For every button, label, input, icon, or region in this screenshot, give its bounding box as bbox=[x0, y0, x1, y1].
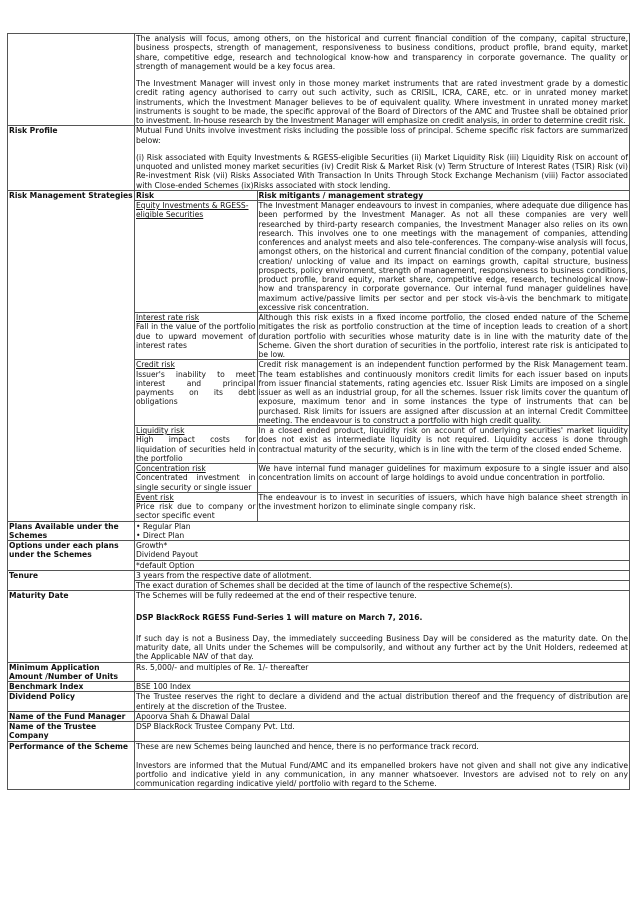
row-label: Tenure bbox=[8, 570, 135, 591]
table-row-options bbox=[8, 541, 630, 571]
column-header-mitigants: Risk mitigants / management strategy bbox=[257, 191, 629, 201]
option-item: Dividend Payout bbox=[136, 550, 198, 560]
risk-name: Equity Investments & RGESS-eligible Securities bbox=[136, 201, 249, 220]
strategy-paragraph: The analysis will focus, among others, on the historical and current financial condition of the company, capital structure, business prospects, strength of management, responsiveness to business conditions, product profile, brand equity, market share, competitive edge, research and technological know-how and transparency in corporate governance. The quality or strength of management would be a key focus area. bbox=[136, 34, 628, 71]
table-row-tenure bbox=[8, 570, 630, 591]
row-label-empty bbox=[8, 34, 135, 126]
maturity-date-statement: DSP BlackRock RGESS Fund-Series 1 will mature on March 7, 2016. bbox=[136, 612, 423, 622]
risk-profile-cell bbox=[135, 126, 630, 191]
table-row-plans bbox=[8, 521, 630, 541]
table-row-benchmark bbox=[8, 682, 630, 692]
row-label: Risk Profile bbox=[8, 126, 135, 191]
row-label: Benchmark Index bbox=[8, 682, 135, 692]
risk-row bbox=[135, 313, 629, 360]
row-label: Risk Management Strategies bbox=[8, 190, 135, 521]
risk-profile-paragraph: (i) Risk associated with Equity Investments & RGESS-eligible Securities (ii) Market Liquidity Risk (iii) Liquidity Risk on account of unquoted and unlisted money market securities (iv) Credit Risk & Market Risk (v) Term Structure of Interest Rates (TSIR) Risk (vi) Re-investment Risk (vii) Risks Associated With Transaction In Units Through Stock Exchange Mechanism (viii) Factor associated with Close-ended Schemes (ix)Risks associated with stock lending. bbox=[136, 152, 628, 190]
table-row-risk-profile bbox=[8, 126, 630, 191]
table-row-maturity bbox=[8, 591, 630, 662]
risk-mitigant: In a closed ended product, liquidity risk on account of underlying securities' market liquidity does not exist as intermediate liquidity is not required. Liquidity access is done through contractual maturity of the security, which is in line with the term of the closed ended Scheme. bbox=[257, 426, 629, 464]
row-label: Options under each plans under the Schemes bbox=[8, 541, 135, 571]
risk-profile-paragraph: Mutual Fund Units involve investment risks including the possible loss of principal. Scheme specific risk factors are summarized below: bbox=[136, 126, 628, 145]
risk-row bbox=[135, 426, 629, 464]
risk-description: Fall in the value of the portfolio due to upward movement of interest rates bbox=[136, 322, 256, 350]
row-label: Performance of the Scheme bbox=[8, 741, 135, 789]
dividend-value: The Trustee reserves the right to declare a dividend and the actual distribution thereof and the frequency of distribution are entirely at the discretion of the Trustee. bbox=[136, 692, 628, 711]
risk-name: Liquidity risk bbox=[136, 426, 185, 435]
risk-name-cell bbox=[135, 492, 257, 520]
risk-mitigant: The endeavour is to invest in securities of issuers, which have high balance sheet strength in the investment horizon to eliminate single company risk. bbox=[258, 492, 628, 511]
performance-paragraph: Investors are informed that the Mutual Fund/AMC and its empanelled brokers have not given and shall not give any indicative portfolio and indicative yield in any communication, in any manner whatsoever. Investors are advised not to rely on any communication regarding indicative yield/ portfolio with regard to the Scheme. bbox=[136, 760, 628, 789]
risk-name: Event risk bbox=[136, 492, 174, 502]
maturity-paragraph: If such day is not a Business Day, the immediately succeeding Business Day will be considered as the maturity date. On the maturity date, all Units under the Schemes will be compulsorily, and without any further act by the Unit Holders, redeemed at the Applicable NAV of that day. bbox=[136, 633, 628, 662]
row-label: Name of the Trustee Company bbox=[8, 722, 135, 742]
min-application-value: Rs. 5,000/- and multiples of Re. 1/- thereafter bbox=[135, 662, 630, 682]
risk-mitigant: Although this risk exists in a fixed income portfolio, the closed ended nature of the Scheme mitigates the risk as portfolio construction at the time of inception leads to creation of a short duration portfolio with securities whose maturity date is in line with the maturity date of the Scheme. Given the short duration of securities in the portfolio, interest rate risk is anticipated to be low. bbox=[258, 313, 628, 359]
plans-cell bbox=[135, 521, 630, 541]
row-label: Dividend Policy bbox=[8, 692, 135, 712]
row-label: Maturity Date bbox=[8, 591, 135, 662]
risk-name-cell bbox=[135, 360, 257, 426]
risk-description: Concentrated investment in single security or single issuer bbox=[136, 473, 256, 492]
scheme-details-table bbox=[7, 33, 630, 790]
table-row-investment-strategy bbox=[8, 34, 630, 126]
risk-description: Price risk due to company or sector specific event bbox=[136, 502, 256, 521]
tenure-text: 3 years from the respective date of allotment. bbox=[136, 570, 312, 580]
risk-description: Issuer's inability to meet interest and principal payments on its debt obligations bbox=[136, 369, 256, 407]
plan-item: • Regular Plan bbox=[136, 521, 191, 531]
risk-name-cell bbox=[135, 464, 257, 493]
options-cell bbox=[135, 541, 630, 571]
risk-row bbox=[135, 492, 629, 520]
risk-row bbox=[135, 201, 629, 313]
risk-row bbox=[135, 360, 629, 426]
plan-item: • Direct Plan bbox=[136, 530, 185, 540]
risk-name-cell bbox=[135, 201, 257, 313]
risk-name: Interest rate risk bbox=[136, 313, 200, 322]
benchmark-value: BSE 100 Index bbox=[135, 682, 630, 692]
table-row-dividend bbox=[8, 692, 630, 712]
table-row-fund-manager bbox=[8, 711, 630, 721]
table-row-risk-management bbox=[8, 190, 630, 521]
tenure-cell bbox=[135, 570, 630, 591]
column-header-risk: Risk bbox=[135, 191, 257, 201]
row-label: Name of the Fund Manager bbox=[8, 711, 135, 721]
maturity-paragraph: The Schemes will be fully redeemed at the end of their respective tenure. bbox=[136, 591, 417, 601]
risk-row bbox=[135, 464, 629, 493]
risk-mitigant: The Investment Manager endeavours to invest in companies, where adequate due diligence has been performed by the Investment Manager. As not all these companies are very well researched by third-party research companies, the Investment Manager also relies on its own research. This involves one to one meetings with the management of companies, attending conferences and analyst meets and also tele-conferences. The company-wise analysis will focus, amongst others, on the historical and current financial condition of the company, potential value creation/ unlocking of value and its impact on earnings growth, capital structure, business prospects, policy environment, strength of management, responsiveness to business conditions, product profile, brand equity, market share, competitive edge, research, technological know-how and transparency in corporate governance. Our internal fund manager guidelines have maximum active/passive limits per sector and per stock vis-à-vis the benchmark to mitigate excessive risk concentration. bbox=[258, 201, 628, 312]
table-row-trustee bbox=[8, 722, 630, 742]
table-row-performance bbox=[8, 741, 630, 789]
strategy-paragraph: The Investment Manager will invest only in those money market instruments that are rated investment grade by a domestic credit rating agency authorised to carry out such activity, such as CRISIL, ICRA, CARE, etc. or in unrated money market instruments, which the Investment Manager believes to be of equivalent quality. Where investment in unrated money market instruments is sought to be made, the specific approval of the Board of Directors of the AMC and Trustee shall be obtained prior to investment. In-house research by the Investment Manager will emphasize on credit analysis, in order to determine credit risk. bbox=[136, 79, 628, 125]
maturity-cell bbox=[135, 591, 630, 662]
risk-table-header bbox=[135, 191, 629, 201]
performance-cell bbox=[135, 741, 630, 789]
risk-name: Credit risk bbox=[136, 360, 175, 370]
risk-mitigants-table bbox=[135, 191, 629, 521]
performance-paragraph: These are new Schemes being launched and hence, there is no performance track record. bbox=[136, 741, 479, 751]
option-item: Growth* bbox=[136, 541, 168, 550]
risk-name-cell bbox=[135, 313, 257, 360]
investment-strategy-cell bbox=[135, 34, 630, 126]
risk-mitigant: Credit risk management is an independent function performed by the Risk Management team. The team establishes and continuously monitors credit limits for each issuer based on inputs from issuer financial statements, rating agencies etc. Issuer Risk Limits are imposed on a single issuer as well as an industrial group, for all the schemes. Issuer risk limits cover the quantum of exposure, maximum tenor and in some instances the type of instruments that can be purchased. Risk limits for issuers are assigned after discussion at an internal Credit Committee meeting. The endeavour is to construct a portfolio with high credit quality. bbox=[258, 360, 628, 425]
trustee-value: DSP BlackRock Trustee Company Pvt. Ltd. bbox=[135, 722, 630, 742]
scheme-information-document bbox=[7, 33, 630, 790]
row-label: Plans Available under the Schemes bbox=[8, 521, 135, 541]
tenure-text: The exact duration of Schemes shall be decided at the time of launch of the respective Scheme(s). bbox=[135, 580, 629, 590]
table-row-min-application bbox=[8, 662, 630, 682]
risk-name-cell bbox=[135, 426, 257, 464]
row-label: Minimum Application Amount /Number of Units bbox=[8, 662, 135, 682]
risk-mitigant: We have internal fund manager guidelines for maximum exposure to a single issuer and also concentration limits on account of large holdings to avoid undue concentration in portfolio. bbox=[257, 464, 629, 493]
fund-manager-value: Apoorva Shah & Dhawal Dalal bbox=[135, 711, 630, 721]
risk-management-cell bbox=[135, 190, 630, 521]
default-option-note: *default Option bbox=[135, 560, 629, 570]
risk-description: High impact costs for liquidation of securities held in the portfolio bbox=[136, 435, 256, 463]
risk-name: Concentration risk bbox=[136, 464, 206, 473]
